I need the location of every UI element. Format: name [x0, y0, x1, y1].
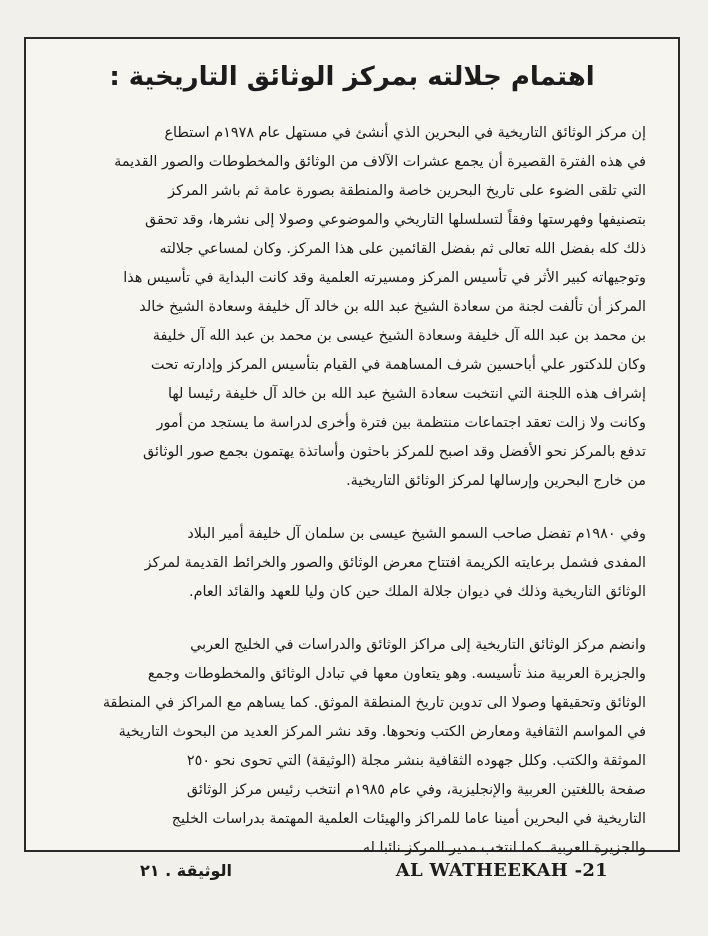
- text-line: بن محمد بن عبد الله آل خليفة وسعادة الشيخ عيسى بن محمد بن عبد الله آل خليفة: [152, 328, 646, 344]
- text-line: المركز أن تألفت لجنة من سعادة الشيخ عبد الله بن خالد آل خليفة وسعادة الشيخ خالد: [139, 299, 646, 315]
- text-line: الوثائق وتحقيقها وصولا الى تدوين تاريخ المنطقة الموثق. كما يساهم مع المراكز في المنطقة: [102, 695, 646, 711]
- article-frame: [24, 37, 680, 856]
- text-line: تدفع بالمركز نحو الأفضل وقد اصبح للمركز باحثون وأساتذة يهتمون بجمع صور الوثائق: [143, 444, 646, 460]
- footer-english-page-label: AL WATHEEKAH -21: [395, 860, 608, 881]
- paragraph-3: [58, 631, 646, 863]
- text-line: إن مركز الوثائق التاريخية في البحرين الذي أنشئ في مستهل عام ١٩٧٨م استطاع: [164, 125, 646, 141]
- text-line: وفي ١٩٨٠م تفضل صاحب السمو الشيخ عيسى بن سلمان آل خليفة أمير البلاد: [187, 526, 646, 542]
- footer-arabic-page-label: الوثيقة . ٢١: [140, 861, 233, 880]
- article-title: اهتمام جلالته بمركز الوثائق التاريخية :: [109, 62, 595, 92]
- paragraph-2: [58, 520, 646, 607]
- paragraph-1: [58, 119, 646, 496]
- text-line: إشراف هذه اللجنة التي انتخبت سعادة الشيخ عبد الله بن خالد آل خليفة رئيسا لها: [167, 386, 646, 402]
- text-line: ذلك كله بفضل الله تعالى ثم بفضل القائمين على هذا المركز. وكان لمساعي جلالته: [159, 241, 646, 257]
- text-line: وانضم مركز الوثائق التاريخية إلى مراكز الوثائق والدراسات في الخليج العربي: [190, 637, 646, 653]
- text-line: التي تلقى الضوء على تاريخ البحرين خاصة والمنطقة بصورة عامة ثم باشر المركز: [168, 183, 646, 199]
- text-line: الوثائق التاريخية وذلك في ديوان جلالة الملك حين كان وليا للعهد والقائد العام.: [189, 584, 646, 600]
- text-line: من خارج البحرين وإرسالها لمركز الوثائق التاريخية.: [346, 473, 646, 489]
- text-line: وتوجيهاته كبير الأثر في تأسيس المركز ومسيرته العلمية وقد كانت البداية في تأسيس هذا: [123, 270, 646, 286]
- text-line: المفدى فشمل برعايته الكريمة افتتاح معرض الوثائق والصور والخرائط القديمة لمركز: [144, 555, 646, 571]
- text-line: وكان للدكتور علي أباحسين شرف المساهمة في القيام بتأسيس المركز وإدارته تحت: [150, 357, 646, 373]
- text-line: وكانت ولا زالت تعقد اجتماعات منتظمة بين فترة وأخرى لدراسة ما يستجد من أمور: [156, 415, 646, 431]
- text-line: الموثقة والكتب. وكلل جهوده الثقافية بنشر مجلة (الوثيقة) التي تحوى نحو ٢٥٠: [186, 753, 646, 769]
- text-line: بتصنيفها وفهرستها وفقاً لتسلسلها التاريخي والموضوعي وصولا إلى نشرها، وقد تحقق: [144, 212, 646, 228]
- text-line: في هذه الفترة القصيرة أن يجمع عشرات الآلاف من الوثائق والمخطوطات والصور القديمة: [114, 154, 646, 170]
- page-footer: [0, 856, 708, 886]
- text-line: والجزيرة العربية. كما انتخب مدير المركز نائبا له.: [358, 840, 646, 856]
- text-line: التاريخية في البحرين أمينا عاما للمراكز والهيئات العلمية المهتمة بدراسات الخليج: [171, 811, 646, 827]
- text-line: صفحة باللغتين العربية والإنجليزية، وفي عام ١٩٨٥م انتخب رئيس مركز الوثائق: [186, 782, 646, 798]
- text-line: والجزيرة العربية منذ تأسيسه. وهو يتعاون معها في تبادل الوثائق والمخطوطات وجمع: [147, 666, 646, 682]
- text-line: في المواسم الثقافية ومعارض الكتب ونحوها. وقد نشر المركز العديد من البحوث التاريخية: [118, 724, 646, 740]
